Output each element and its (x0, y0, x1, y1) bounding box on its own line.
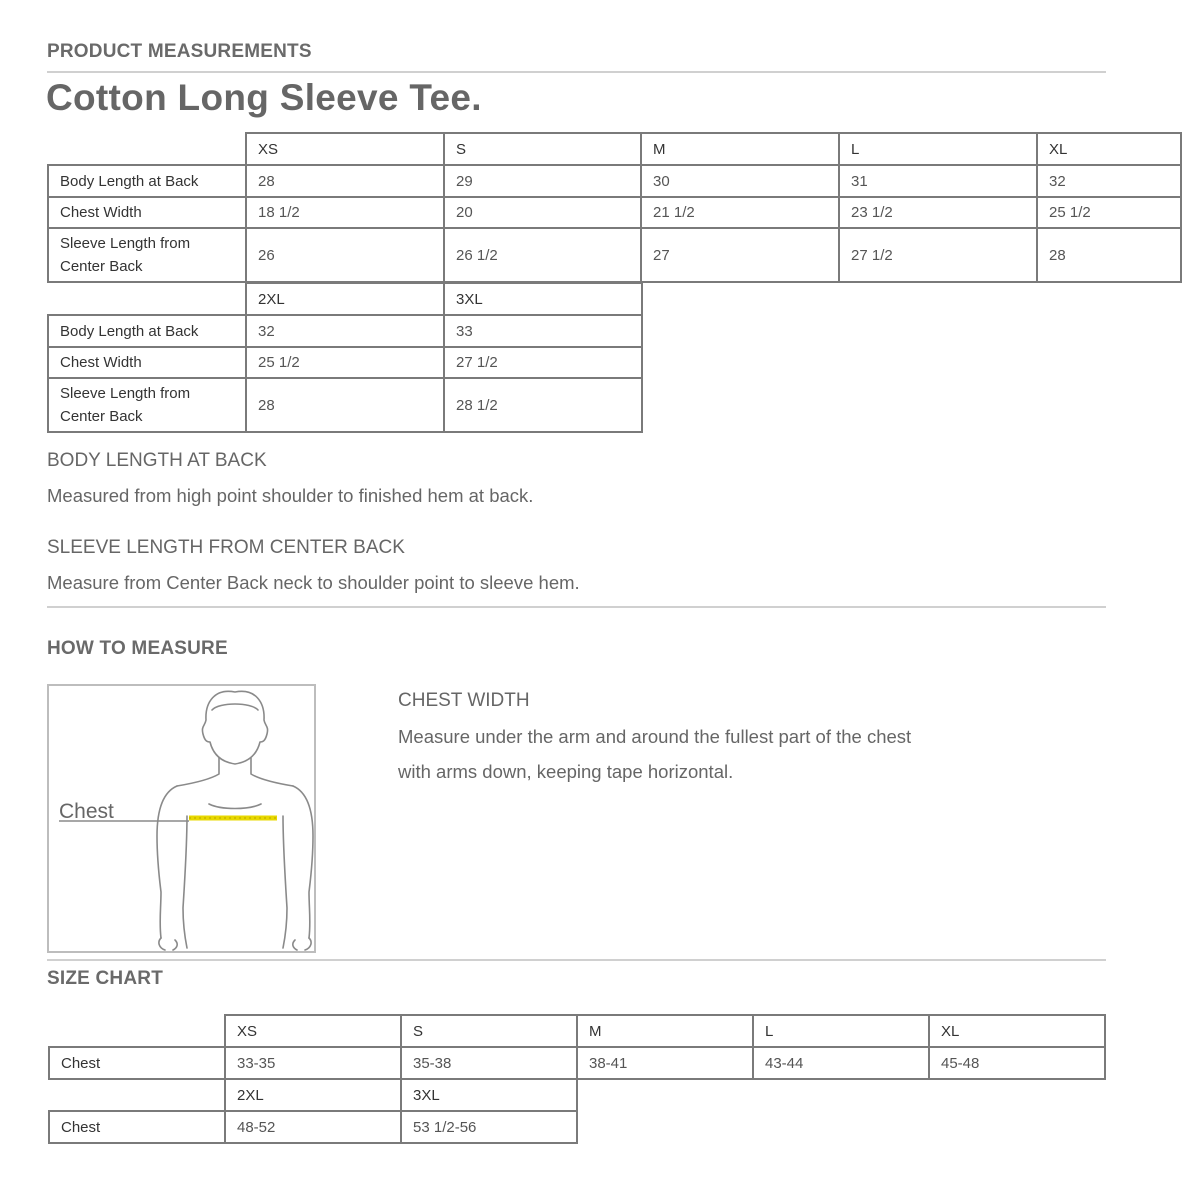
table-row (48, 197, 1181, 228)
table-cell: 28 (1037, 228, 1181, 282)
table-row (48, 315, 642, 347)
note-heading-body-length: BODY LENGTH AT BACK (47, 450, 267, 471)
table-cell: 18 1/2 (246, 197, 444, 228)
section-label-product-measurements: PRODUCT MEASUREMENTS (47, 41, 312, 62)
table-cell: 28 (246, 165, 444, 197)
table-header-row (48, 283, 642, 315)
measurements-table-1 (47, 132, 1182, 283)
table-cell: 26 (246, 228, 444, 282)
note-text-body-length: Measured from high point shoulder to finished hem at back. (47, 485, 534, 506)
row-label: Chest Width (48, 347, 246, 378)
table-cell: 38-41 (577, 1047, 753, 1079)
table-cell: 33 (444, 315, 642, 347)
table-row (48, 228, 1181, 282)
chest-width-heading: CHEST WIDTH (398, 690, 530, 711)
divider (47, 606, 1106, 608)
row-label-line: Center Back (60, 408, 143, 425)
chest-figure-label: Chest (59, 800, 114, 823)
row-label: Chest (49, 1111, 225, 1143)
table-cell: 29 (444, 165, 641, 197)
row-label: Chest Width (48, 197, 246, 228)
row-label-line: Sleeve Length from (60, 385, 191, 402)
measurements-table-2 (47, 282, 643, 433)
size-header: 2XL (246, 283, 444, 315)
table-cell: 30 (641, 165, 839, 197)
table-cell: 53 1/2-56 (401, 1111, 577, 1143)
table-row (49, 1111, 577, 1143)
table-row (48, 165, 1181, 197)
table-cell: 26 1/2 (444, 228, 641, 282)
divider (47, 959, 1106, 961)
table-cell: 28 1/2 (444, 378, 642, 432)
table-row (49, 1047, 1105, 1079)
table-row (48, 378, 642, 432)
size-chart-table-1 (48, 1014, 1106, 1080)
table-cell: 25 1/2 (1037, 197, 1181, 228)
row-label: Body Length at Back (48, 165, 246, 197)
row-label-line: Center Back (60, 258, 143, 275)
table-cell: 25 1/2 (246, 347, 444, 378)
row-label (48, 228, 246, 282)
body-outline-illustration (49, 686, 314, 951)
table-cell: 31 (839, 165, 1037, 197)
table-corner (48, 283, 246, 315)
table-cell: 27 1/2 (839, 228, 1037, 282)
table-cell: 35-38 (401, 1047, 577, 1079)
row-label: Chest (49, 1047, 225, 1079)
divider (47, 71, 1106, 73)
table-cell: 28 (246, 378, 444, 432)
table-corner (48, 133, 246, 165)
table-header-row (48, 133, 1181, 165)
note-heading-sleeve-length: SLEEVE LENGTH FROM CENTER BACK (47, 537, 405, 558)
table-cell: 33-35 (225, 1047, 401, 1079)
table-cell: 21 1/2 (641, 197, 839, 228)
table-cell: 32 (246, 315, 444, 347)
table-cell: 48-52 (225, 1111, 401, 1143)
table-cell: 20 (444, 197, 641, 228)
table-cell: 27 (641, 228, 839, 282)
row-label (48, 378, 246, 432)
note-text-sleeve-length: Measure from Center Back neck to shoulder point to sleeve hem. (47, 572, 580, 593)
chest-width-text-line2: with arms down, keeping tape horizontal. (398, 761, 734, 782)
size-header: S (401, 1015, 577, 1047)
table-cell: 43-44 (753, 1047, 929, 1079)
row-label: Body Length at Back (48, 315, 246, 347)
section-label-size-chart: SIZE CHART (47, 968, 163, 989)
size-header: S (444, 133, 641, 165)
measure-figure (47, 684, 316, 953)
size-header: M (577, 1015, 753, 1047)
size-header: XL (1037, 133, 1181, 165)
size-header: 2XL (225, 1079, 401, 1111)
size-header: L (753, 1015, 929, 1047)
size-header: M (641, 133, 839, 165)
size-header: XS (225, 1015, 401, 1047)
row-label-line: Sleeve Length from (60, 235, 191, 252)
page-title: Cotton Long Sleeve Tee. (46, 77, 482, 118)
table-cell: 45-48 (929, 1047, 1105, 1079)
table-cell: 32 (1037, 165, 1181, 197)
table-header-row (49, 1079, 577, 1111)
section-label-how-to-measure: HOW TO MEASURE (47, 638, 228, 659)
table-cell: 23 1/2 (839, 197, 1037, 228)
size-header: XL (929, 1015, 1105, 1047)
chest-width-text-line1: Measure under the arm and around the fullest part of the chest (398, 726, 912, 747)
table-corner (49, 1079, 225, 1111)
size-chart-table-2 (48, 1078, 578, 1144)
table-row (48, 347, 642, 378)
size-header: 3XL (401, 1079, 577, 1111)
size-header: XS (246, 133, 444, 165)
table-cell: 27 1/2 (444, 347, 642, 378)
size-header: 3XL (444, 283, 642, 315)
size-header: L (839, 133, 1037, 165)
table-header-row (49, 1015, 1105, 1047)
table-corner (49, 1015, 225, 1047)
